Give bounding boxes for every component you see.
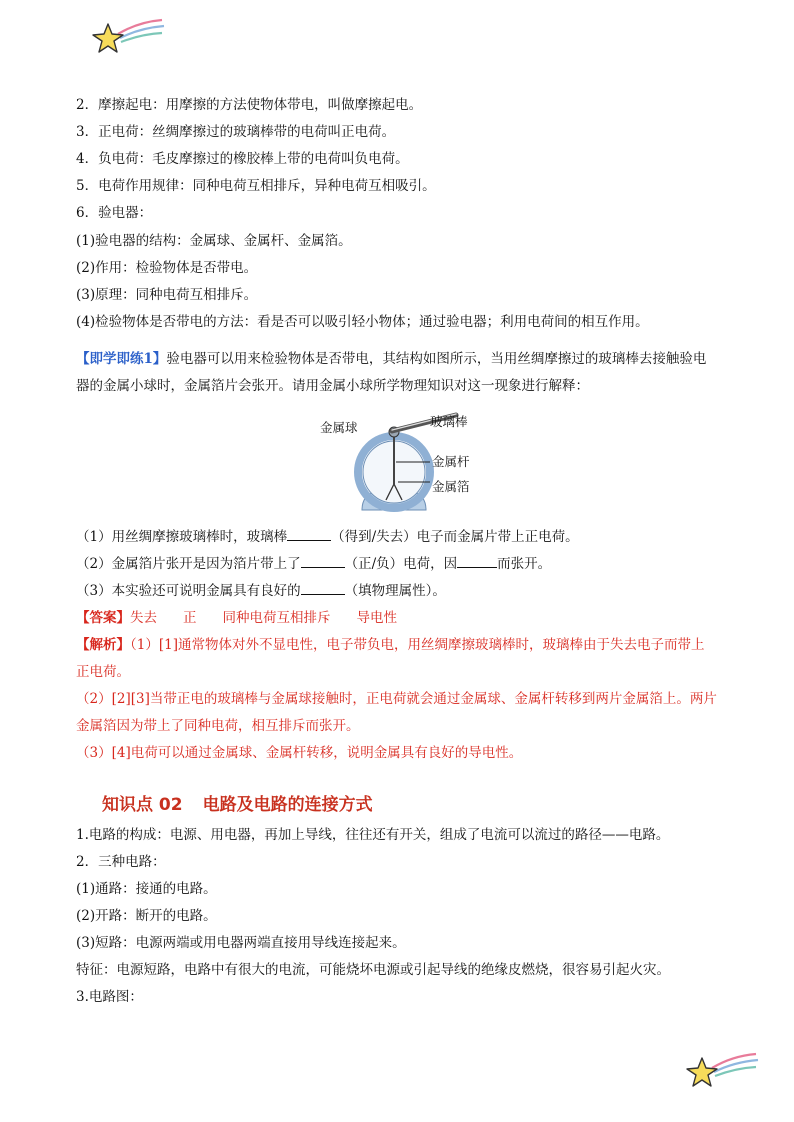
- question-line: （2）金属箔片张开是因为箔片带上了 （正/负）电荷，因 而张开。: [76, 556, 552, 572]
- text-line: (1)通路：接通的电路。: [76, 881, 217, 897]
- section-number: 知识点 02: [102, 795, 183, 815]
- analysis-line: 金属箔因为带上了同种电荷，相互排斥而张开。: [76, 718, 360, 734]
- exercise-stem-line: 【即学即练1】验电器可以用来检验物体是否带电，其结构如图所示，当用丝绸摩擦过的玻璃棒去接触验电: [76, 351, 707, 367]
- text-line: 3.电路图：: [76, 989, 143, 1005]
- text-line: 5．电荷作用规律：同种电荷互相排斥，异种电荷互相吸引。: [76, 178, 436, 194]
- analysis-line: （3）[4]电荷可以通过金属球、金属杆转移，说明金属具有良好的导电性。: [76, 745, 523, 761]
- exercise-tag: 【即学即练1】: [76, 351, 167, 367]
- answer-line: 【答案】失去 正 同种电荷互相排斥 导电性: [76, 610, 397, 626]
- text-line: (2)开路：断开的电路。: [76, 908, 217, 924]
- text-line: (1)验电器的结构：金属球、金属杆、金属箔。: [76, 233, 352, 249]
- shooting-star-icon: [686, 1050, 762, 1094]
- text-line: (3)原理：同种电荷互相排斥。: [76, 287, 258, 303]
- text-line: (4)检验物体是否带电的方法：看是否可以吸引轻小物体；通过验电器；利用电荷间的相互作用。: [76, 314, 649, 330]
- exercise-stem-line: 器的金属小球时，金属箔片会张开。请用金属小球所学物理知识对这一现象进行解释：: [76, 378, 589, 394]
- shooting-star-icon: [92, 16, 168, 60]
- answer-blank: [457, 554, 497, 568]
- section-title: 电路及电路的连接方式: [202, 795, 373, 815]
- label-metal-ball: 金属球: [320, 420, 358, 435]
- analysis-line: 【解析】（1）[1]通常物体对外不显电性，电子带负电，用丝绸摩擦玻璃棒时，玻璃棒由于失去电子而带上: [76, 637, 705, 653]
- text-line: 2．摩擦起电：用摩擦的方法使物体带电，叫做摩擦起电。: [76, 97, 423, 113]
- label-metal-foil: 金属箔: [432, 479, 470, 494]
- text-line: 1.电路的构成：电源、用电器，再加上导线，往往还有开关，组成了电流可以流过的路径——电路。: [76, 827, 670, 843]
- label-glass-rod: 玻璃棒: [430, 414, 468, 429]
- answer-blank: [301, 554, 345, 568]
- analysis-line: 正电荷。: [76, 664, 130, 680]
- answer-tag: 【答案】: [76, 610, 130, 626]
- text-line: 3．正电荷：丝绸摩擦过的玻璃棒带的电荷叫正电荷。: [76, 124, 396, 140]
- text-line: 6．验电器：: [76, 205, 153, 221]
- label-metal-pole: 金属杆: [432, 454, 470, 469]
- text-line: (2)作用：检验物体是否带电。: [76, 260, 258, 276]
- electroscope-diagram: [312, 410, 492, 522]
- text-line: 特征：电源短路，电路中有很大的电流，可能烧坏电源或引起导线的绝缘皮燃烧，很容易引起火灾。: [76, 962, 670, 978]
- text-line: 4．负电荷：毛皮摩擦过的橡胶棒上带的电荷叫负电荷。: [76, 151, 409, 167]
- answer-blank: [287, 527, 331, 541]
- analysis-line: （2）[2][3]当带正电的玻璃棒与金属球接触时，正电荷就会通过金属球、金属杆转移到两片金属箔上。两片: [76, 691, 717, 707]
- analysis-tag: 【解析】: [76, 637, 130, 653]
- text-line: (3)短路：电源两端或用电器两端直接用导线连接起来。: [76, 935, 406, 951]
- answer-blank: [301, 581, 345, 595]
- question-line: （3）本实验还可说明金属具有良好的 （填物理属性）。: [76, 583, 446, 599]
- question-line: （1）用丝绸摩擦玻璃棒时，玻璃棒 （得到/失去）电子而金属片带上正电荷。: [76, 529, 579, 545]
- section-heading: [102, 790, 373, 815]
- text-line: 2．三种电路：: [76, 854, 166, 870]
